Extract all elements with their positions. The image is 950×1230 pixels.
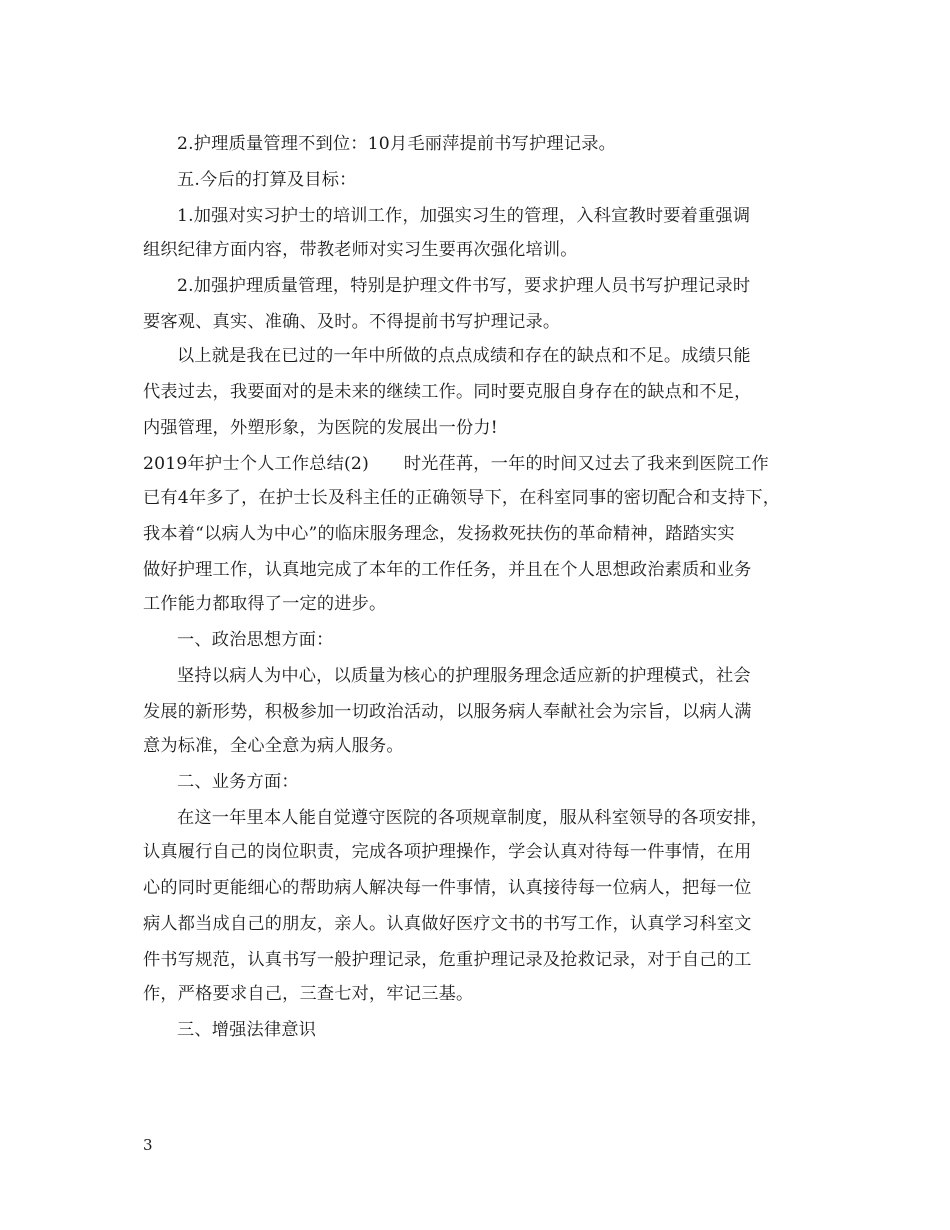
text-line: 做好护理工作，认真地完成了本年的工作任务，并且在个人思想政治素质和业务	[143, 560, 752, 580]
text-line: 我本着“以病人为中心”的临床服务理念，发扬救死扶伤的革命精神，踏踏实实	[143, 524, 735, 544]
text-line: 1.加强对实习护士的培训工作，加强实习生的管理，入科宣教时要着重强调	[177, 206, 751, 226]
text-line: 要客观、真实、准确、及时。不得提前书写护理记录。	[143, 312, 561, 332]
text-line: 2.护理质量管理不到位：10月毛丽萍提前书写护理记录。	[177, 134, 616, 154]
text-line: 以上就是我在已过的一年中所做的点点成绩和存在的缺点和不足。成绩只能	[177, 346, 751, 366]
text-line: 工作能力都取得了一定的进步。	[143, 594, 387, 614]
text-line: 认真履行自己的岗位职责，完成各项护理操作，学会认真对待每一件事情，在用	[143, 842, 752, 862]
text-line: 发展的新形势，积极参加一切政治活动，以服务病人奉献社会为宗旨，以病人满	[143, 702, 752, 722]
page-number: 3	[143, 1136, 153, 1154]
text-line: 坚持以病人为中心，以质量为核心的护理服务理念适应新的护理模式，社会	[177, 666, 751, 686]
text-line: 心的同时更能细心的帮助病人解决每一件事情，认真接待每一位病人，把每一位	[143, 878, 752, 898]
text-line: 在这一年里本人能自觉遵守医院的各项规章制度，服从科室领导的各项安排，	[177, 808, 769, 828]
section-heading: 一、政治思想方面：	[177, 630, 334, 650]
title-line: 2019年护士个人工作总结(2) 时光荏苒，一年的时间又过去了我来到医院工作	[143, 454, 769, 474]
text-line: 组织纪律方面内容，带教老师对实习生要再次强化培训。	[143, 240, 578, 260]
section-heading: 二、业务方面：	[177, 772, 299, 792]
text-line: 已有4年多了，在护士长及科主任的正确领导下，在科室同事的密切配合和支持下，	[143, 488, 781, 508]
section-heading: 三、增强法律意识	[177, 1020, 317, 1040]
text-line: 内强管理，外塑形象，为医院的发展出一份力!	[143, 418, 498, 438]
text-line: 病人都当成自己的朋友，亲人。认真做好医疗文书的书写工作，认真学习科室文	[143, 914, 752, 934]
text-line: 件书写规范，认真书写一般护理记录，危重护理记录及抢救记录，对于自己的工	[143, 950, 752, 970]
section-heading: 五.今后的打算及目标：	[177, 170, 357, 190]
text-line: 代表过去，我要面对的是未来的继续工作。同时要克服自身存在的缺点和不足，	[143, 382, 752, 402]
text-line: 2.加强护理质量管理，特别是护理文件书写，要求护理人员书写护理记录时	[177, 276, 751, 296]
text-line: 意为标准，全心全意为病人服务。	[143, 736, 404, 756]
text-line: 作，严格要求自己，三查七对，牢记三基。	[143, 984, 474, 1004]
